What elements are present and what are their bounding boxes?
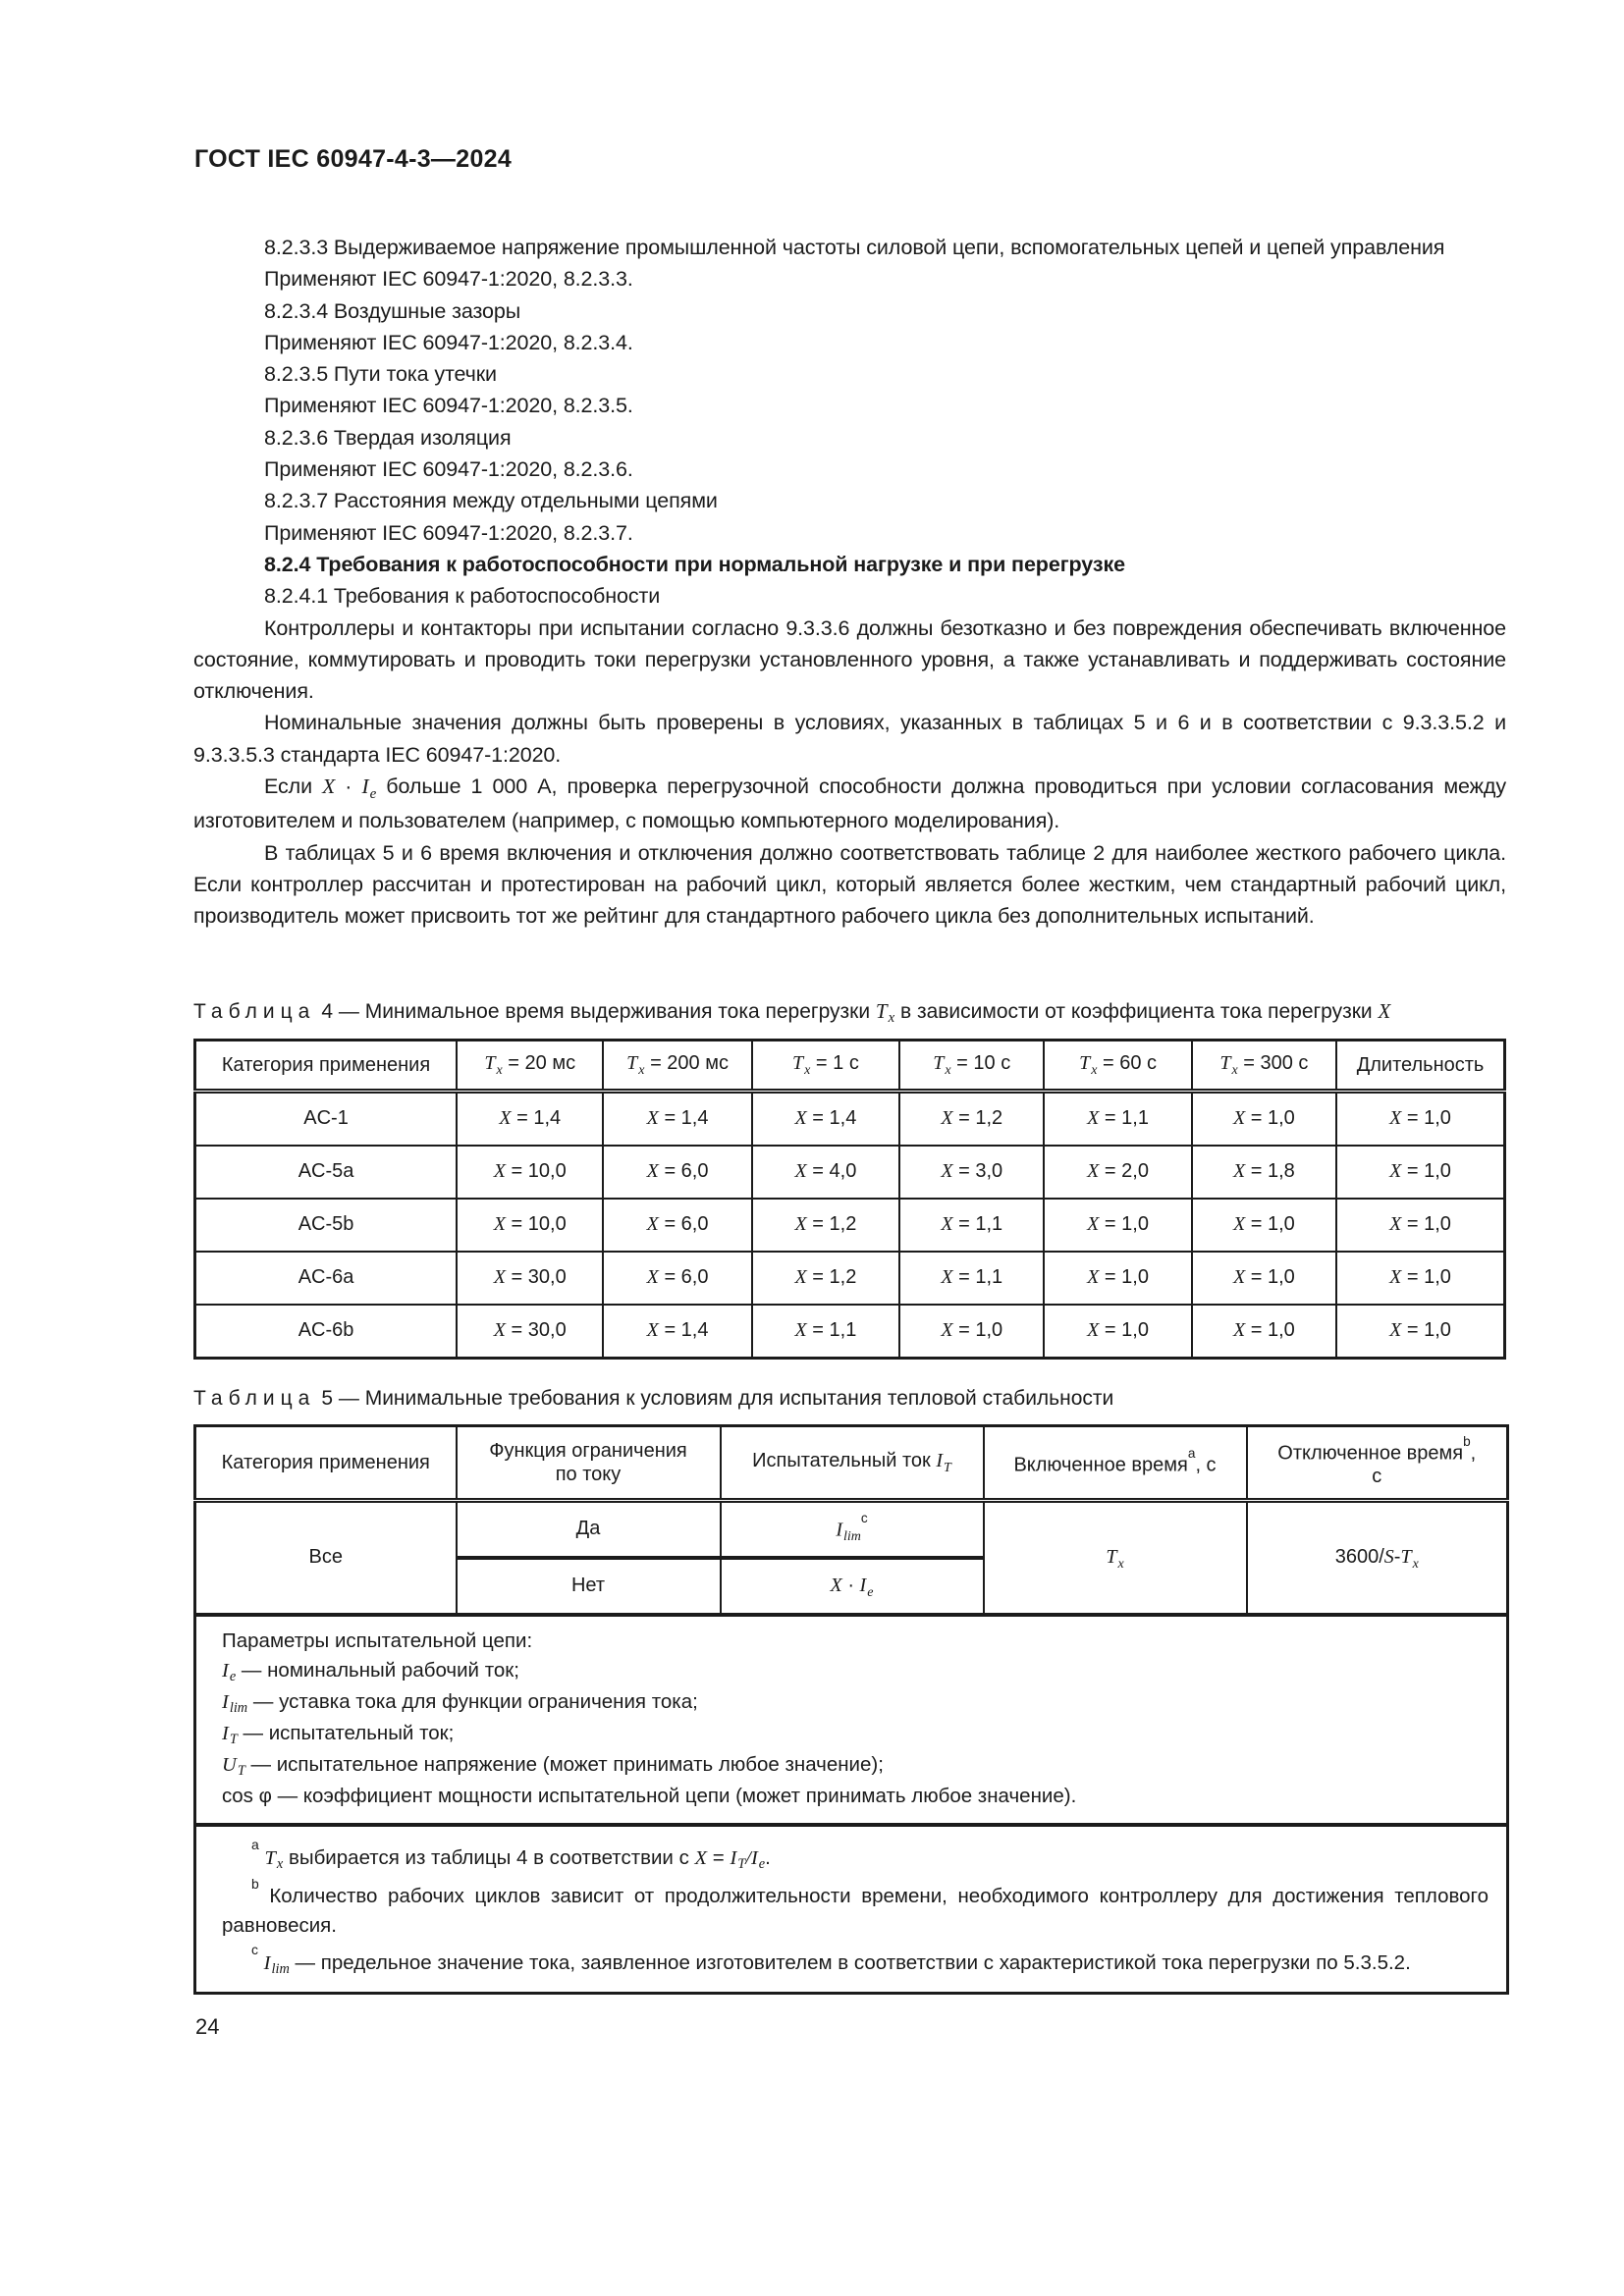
table5-header-row [195, 1425, 1508, 1500]
cell-value: = 1,2 [806, 1266, 857, 1289]
paragraph-8.2.3.4-title: 8.2.3.4 Воздушные зазоры [264, 298, 521, 323]
heading-8.2.4.1: 8.2.4.1 Требования к работоспособности [264, 584, 661, 609]
table4-col-header-tx1 [752, 1040, 899, 1091]
footnote-text: = [707, 1845, 731, 1869]
value-cell [899, 1252, 1044, 1305]
math-var-x: X [493, 1266, 506, 1289]
value-cell [899, 1199, 1044, 1252]
text-segment: Минимальные требования к условиям для испытания тепловой стабильности [364, 1386, 1114, 1410]
math-var-t: T [264, 1846, 276, 1869]
text-segment: · [841, 1575, 860, 1597]
math-var-t: T [933, 1052, 945, 1075]
table4-col-header-tx300 [1192, 1040, 1336, 1091]
cell-value: = 1,0 [1401, 1266, 1451, 1289]
header-value: = 20 мс [502, 1052, 576, 1075]
heading-8.2.4: 8.2.4 Требования к работоспособности при нормальной нагрузке и при перегрузке [264, 552, 1125, 576]
cell-value: = 1,0 [1401, 1319, 1451, 1342]
math-var-x: X [1087, 1160, 1100, 1183]
value-cell [752, 1252, 899, 1305]
param-text: — испытательный ток; [237, 1721, 455, 1744]
math-sub-t: T [944, 1460, 951, 1475]
math-var-x: X [941, 1266, 953, 1289]
value-cell [1044, 1091, 1191, 1146]
table4-row-ac5b [195, 1199, 1505, 1252]
math-sub-x: x [945, 1062, 951, 1078]
cell-value: = 1,0 [1245, 1213, 1295, 1236]
value-cell [752, 1146, 899, 1199]
math-var-x: X [694, 1846, 708, 1869]
footnote-mark-b: b [251, 1875, 259, 1892]
table-number: 5 [321, 1386, 334, 1410]
text-segment: в зависимости от коэффициента тока перегрузки [894, 999, 1379, 1023]
paragraph-8.2.3.6-title: 8.2.3.6 Твердая изоляция [264, 425, 512, 450]
footnote-text: . [765, 1845, 771, 1869]
value-cell [1336, 1091, 1504, 1146]
footnote-mark-b: b [1463, 1433, 1471, 1449]
table4-row-ac6a [195, 1252, 1505, 1305]
cell-value: = 6,0 [658, 1266, 709, 1289]
math-var-x: X [941, 1213, 953, 1236]
math-var-x: X [1087, 1266, 1100, 1289]
math-var-x: X [646, 1107, 659, 1130]
table5-title [193, 1383, 1506, 1415]
cell-value: = 4,0 [806, 1160, 857, 1183]
value-cell [457, 1146, 603, 1199]
math-sub-lim: lim [271, 1961, 290, 1978]
value-cell [1336, 1305, 1504, 1359]
math-var-t: T [1106, 1546, 1117, 1569]
header-line: , [1470, 1442, 1477, 1465]
header-line: , с [1195, 1454, 1217, 1476]
math-var-x: X [499, 1107, 512, 1130]
math-sub-x: x [1091, 1062, 1098, 1078]
math-sub-x: x [1412, 1556, 1419, 1572]
math-var-i: I [836, 1519, 842, 1541]
value-cell [603, 1199, 751, 1252]
params-title: Параметры испытательной цепи: [222, 1629, 533, 1652]
cell-value: = 1,0 [952, 1319, 1003, 1342]
test-current-ilim-cell [721, 1500, 984, 1558]
value-cell [1044, 1252, 1191, 1305]
header-value: = 60 с [1097, 1052, 1158, 1075]
math-sub-x: x [638, 1062, 645, 1078]
footnote-b [222, 1875, 1489, 1942]
paragraph-controllers: Контроллеры и контакторы при испытании согласно 9.3.3.6 должны безотказно и без повреждения обеспечивать включенное состояние, коммутировать и проводить токи перегрузки установленного уровня, а также устанавливать и поддерживать состояние отключения. [193, 615, 1506, 704]
math-var-x: X [1389, 1213, 1402, 1236]
math-var-i: I [750, 1846, 758, 1869]
value-cell [603, 1091, 751, 1146]
category-cell: AC-1 [195, 1091, 458, 1146]
cell-value: = 1,0 [1245, 1266, 1295, 1289]
math-var-x: X [1389, 1266, 1402, 1289]
math-var-t: T [1400, 1546, 1412, 1569]
limit-function-no-cell: Нет [457, 1558, 721, 1615]
math-var-x: X [794, 1107, 807, 1130]
category-cell: Все [195, 1500, 457, 1615]
cell-value: = 1,2 [806, 1213, 857, 1236]
math-sub-x: x [276, 1856, 284, 1873]
math-sub-e: e [369, 786, 377, 802]
paragraph-8.2.3.7-title: 8.2.3.7 Расстояния между отдельными цепями [264, 489, 718, 513]
header-line: Функция ограничения [489, 1439, 687, 1462]
paragraph-8.2.3.5-title: 8.2.3.5 Пути тока утечки [264, 362, 497, 387]
math-var-x: X [1232, 1266, 1246, 1289]
math-var-i: I [361, 774, 369, 799]
math-var-x: X [1087, 1213, 1100, 1236]
math-var-x: X [1232, 1160, 1246, 1183]
math-var-x: X [646, 1160, 659, 1183]
param-ut [222, 1750, 1489, 1782]
table5-col-header-off-time [1247, 1425, 1508, 1500]
cell-value: = 6,0 [658, 1160, 709, 1183]
footnote-mark-a: a [1187, 1445, 1196, 1461]
cell-value: = 10,0 [506, 1160, 567, 1183]
math-var-t: T [1079, 1052, 1091, 1075]
math-var-x: X [322, 774, 336, 799]
cell-value: = 10,0 [506, 1213, 567, 1236]
cell-value: = 1,4 [511, 1107, 562, 1130]
math-var-x: X [1389, 1160, 1402, 1183]
paragraph-apply-8.2.3.5: Применяют IEC 60947-1:2020, 8.2.3.5. [264, 394, 633, 418]
param-cosphi [222, 1782, 1489, 1811]
category-cell: AC-6b [195, 1305, 458, 1359]
table4-header-row [195, 1040, 1505, 1091]
cell-value: = 3,0 [952, 1160, 1003, 1183]
math-var-x: X [941, 1107, 953, 1130]
on-time-cell [984, 1500, 1247, 1615]
cell-value: = 1,0 [1099, 1266, 1149, 1289]
math-var-s: S [1383, 1546, 1394, 1569]
math-var-u: U [222, 1753, 237, 1776]
param-ie [222, 1656, 1489, 1687]
table4-col-header-tx200 [603, 1040, 751, 1091]
cell-value: = 1,4 [658, 1107, 709, 1130]
math-var-i: I [859, 1575, 867, 1597]
cell-value: = 1,0 [1099, 1319, 1149, 1342]
value-cell [457, 1091, 603, 1146]
math-var-x: X [794, 1266, 807, 1289]
table5-col-header-on-time [984, 1425, 1247, 1500]
value-cell [1044, 1146, 1191, 1199]
math-sub-x: x [804, 1062, 811, 1078]
value-cell [899, 1146, 1044, 1199]
value-cell [1336, 1146, 1504, 1199]
value-cell [1192, 1146, 1336, 1199]
math-cos-phi: cos φ [222, 1784, 272, 1807]
math-var-x: X [1389, 1107, 1402, 1130]
cell-value: = 1,0 [1401, 1213, 1451, 1236]
paragraph-tables-5-6: В таблицах 5 и 6 время включения и отключения должно соответствовать таблице 2 для наиболее жесткого рабочего цикла. Если контроллер рассчитан и протестирован на рабочий цикл, который является более жестким, чем стандартный рабочий цикл, производитель может присвоить тот же рейтинг для стандартного рабочего цикла без дополнительных испытаний. [193, 840, 1506, 929]
limit-function-yes-cell: Да [457, 1500, 721, 1558]
cell-value: = 1,1 [1099, 1107, 1149, 1130]
cell-value: = 1,1 [806, 1319, 857, 1342]
table4-col-header-tx60 [1044, 1040, 1191, 1091]
table4-row-ac1 [195, 1091, 1505, 1146]
test-current-xie-cell [721, 1558, 984, 1615]
cell-value: = 1,4 [658, 1319, 709, 1342]
math-sub-lim: lim [229, 1700, 248, 1717]
cell-value: = 30,0 [506, 1319, 567, 1342]
header-value: = 200 мс [644, 1052, 729, 1075]
cell-value: = 1,1 [952, 1266, 1003, 1289]
math-var-x: X [941, 1319, 953, 1342]
math-var-x: X [646, 1213, 659, 1236]
math-sub-e: e [229, 1669, 237, 1685]
table5-col-header-category: Категория применения [195, 1425, 457, 1500]
text-segment: Минимальное время выдерживания тока перегрузки [364, 999, 876, 1023]
math-var-t: T [626, 1052, 638, 1075]
footnote-text: — предельное значение тока, заявленное изготовителем в соответствии с характеристикой тока перегрузки по 5.3.5.2. [289, 1950, 1411, 1974]
table4-col-header-tx20 [457, 1040, 603, 1091]
footnote-a [222, 1837, 1489, 1875]
math-sub-t: T [229, 1732, 238, 1748]
value-cell [752, 1199, 899, 1252]
math-var-x: X [794, 1319, 807, 1342]
math-var-x: X [1232, 1319, 1246, 1342]
math-var-x: X [1232, 1107, 1246, 1130]
category-cell: AC-5b [195, 1199, 458, 1252]
math-var-t: T [1219, 1052, 1231, 1075]
cell-value: = 1,2 [952, 1107, 1003, 1130]
value-cell [899, 1305, 1044, 1359]
math-var-i: I [222, 1659, 229, 1682]
off-time-cell [1247, 1500, 1508, 1615]
value-cell [1044, 1199, 1191, 1252]
value-cell [899, 1091, 1044, 1146]
paragraph-nominal-values: Номинальные значения должны быть проверены в условиях, указанных в таблицах 5 и 6 и в соответствии с 9.3.3.5.2 и 9.3.3.5.3 стандарта IEC 60947-1:2020. [193, 711, 1506, 767]
math-var-x: X [646, 1266, 659, 1289]
header-line: по току [555, 1463, 622, 1485]
param-text: — уставка тока для функции ограничения тока; [247, 1689, 698, 1713]
math-sub-lim: lim [842, 1528, 861, 1544]
table4-row-ac6b [195, 1305, 1505, 1359]
param-it [222, 1719, 1489, 1750]
paragraph-8.2.3.3-title: 8.2.3.3 Выдерживаемое напряжение промышленной частоты силовой цепи, вспомогательных цепей и цепей управления [264, 236, 1445, 259]
text-segment: — [333, 1386, 365, 1410]
math-var-t: T [792, 1052, 804, 1075]
table4-col-header-tx10 [899, 1040, 1044, 1091]
math-var-i: I [222, 1722, 229, 1744]
footnote-mark-c: c [251, 1942, 258, 1958]
header-line: Испытательный ток [752, 1450, 937, 1472]
cell-value: = 1,0 [1245, 1319, 1295, 1342]
cell-value: = 1,0 [1245, 1107, 1295, 1130]
value-cell [457, 1199, 603, 1252]
math-var-x: X [1087, 1107, 1100, 1130]
math-var-x: X [493, 1213, 506, 1236]
math-var-x: X [1378, 998, 1391, 1023]
math-slash: / [745, 1846, 751, 1869]
text-segment: 3600/ [1334, 1546, 1384, 1569]
value-cell [1192, 1091, 1336, 1146]
math-var-x: X [1087, 1319, 1100, 1342]
table5-footnotes-row [195, 1825, 1508, 1994]
cell-value: = 2,0 [1099, 1160, 1149, 1183]
math-sub-x: x [496, 1062, 503, 1078]
math-sub-x: x [1231, 1062, 1238, 1078]
math-var-i: I [936, 1450, 944, 1472]
value-cell [603, 1146, 751, 1199]
paragraph-apply-8.2.3.7: Применяют IEC 60947-1:2020, 8.2.3.7. [264, 520, 633, 545]
math-var-t: T [875, 998, 888, 1023]
math-var-i: I [222, 1690, 229, 1713]
header-value: = 10 с [950, 1052, 1011, 1075]
header-value: = 1 с [810, 1052, 859, 1075]
table-number: 4 [321, 999, 334, 1023]
text-segment: больше 1 000 А, проверка перегрузочной способности должна проводиться при условии согласования между изготовителем и пользователем (например, с помощью компьютерного моделирования). [193, 774, 1506, 833]
table-word: Таблица [193, 1386, 316, 1410]
value-cell [603, 1305, 751, 1359]
table5-col-header-limit-function [457, 1425, 721, 1500]
cell-value: = 1,0 [1401, 1107, 1451, 1130]
math-var-x: X [941, 1160, 953, 1183]
table5-thermal-stability [193, 1424, 1509, 1995]
category-cell: AC-5a [195, 1146, 458, 1199]
text-segment: Если [264, 774, 323, 799]
math-var-x: X [794, 1160, 807, 1183]
paragraph-apply-8.2.3.4: Применяют IEC 60947-1:2020, 8.2.3.4. [264, 330, 633, 354]
table4-col-header-duration: Длительность [1336, 1040, 1504, 1091]
table5-params-row [195, 1615, 1508, 1825]
footnote-mark-a: a [251, 1837, 259, 1853]
math-var-x: X [493, 1319, 506, 1342]
cell-value: = 30,0 [506, 1266, 567, 1289]
cell-value: = 6,0 [658, 1213, 709, 1236]
table5-col-header-test-current [721, 1425, 984, 1500]
table5-row-yes [195, 1500, 1508, 1558]
param-text: — номинальный рабочий ток; [236, 1658, 519, 1682]
param-text: — испытательное напряжение (может принимать любое значение); [244, 1752, 884, 1776]
math-var-x: X [830, 1575, 842, 1597]
paragraph-apply-8.2.3.6: Применяют IEC 60947-1:2020, 8.2.3.6. [264, 457, 633, 482]
header-line: Включенное время [1013, 1454, 1188, 1476]
value-cell [1192, 1305, 1336, 1359]
math-var-x: X [794, 1213, 807, 1236]
table4-col-header-category: Категория применения [195, 1040, 458, 1091]
cell-value: = 1,8 [1245, 1160, 1295, 1183]
test-circuit-parameters-block [195, 1615, 1508, 1825]
math-sub-t: T [237, 1763, 245, 1780]
param-ilim [222, 1687, 1489, 1719]
math-var-x: X [493, 1160, 506, 1183]
text-segment: — [333, 999, 365, 1023]
math-sub-e: e [758, 1856, 766, 1873]
paragraph-apply-8.2.3.3: Применяют IEC 60947-1:2020, 8.2.3.3. [264, 267, 633, 292]
math-var-i: I [263, 1951, 271, 1974]
paragraph-if-xie [193, 771, 1506, 837]
table-word: Таблица [193, 999, 316, 1023]
page-content [193, 232, 1506, 2040]
math-sub-e: e [867, 1584, 874, 1600]
math-var-i: I [730, 1846, 737, 1869]
value-cell [1044, 1305, 1191, 1359]
page-number: 24 [195, 2014, 220, 2040]
value-cell [1336, 1252, 1504, 1305]
footnote-c [222, 1942, 1489, 1980]
math-sub-x: x [1117, 1556, 1124, 1572]
header-line: Отключенное время [1277, 1442, 1464, 1465]
category-cell: AC-6a [195, 1252, 458, 1305]
value-cell [752, 1305, 899, 1359]
table4-row-ac5a [195, 1146, 1505, 1199]
value-cell [603, 1252, 751, 1305]
math-sub-t: T [737, 1856, 746, 1873]
cell-value: = 1,1 [952, 1213, 1003, 1236]
value-cell [457, 1305, 603, 1359]
header-line: с [1372, 1466, 1382, 1488]
table4-title [193, 995, 1506, 1030]
value-cell [457, 1252, 603, 1305]
footnote-mark-c: c [860, 1510, 868, 1525]
text-segment: · [335, 774, 362, 799]
value-cell [1192, 1199, 1336, 1252]
cell-value: = 1,0 [1099, 1213, 1149, 1236]
cell-value: = 1,4 [806, 1107, 857, 1130]
value-cell [752, 1091, 899, 1146]
math-var-t: T [484, 1052, 496, 1075]
math-var-x: X [646, 1319, 659, 1342]
table4-overload-withstand [193, 1039, 1506, 1360]
value-cell [1336, 1199, 1504, 1252]
table5-footnotes-block [195, 1825, 1508, 1994]
math-sub-x: x [888, 1010, 895, 1027]
value-cell [1192, 1252, 1336, 1305]
math-var-x: X [1232, 1213, 1246, 1236]
param-text: — коэффициент мощности испытательной цепи (может принимать любое значение). [271, 1784, 1077, 1807]
math-var-x: X [1389, 1319, 1402, 1342]
footnote-text: выбирается из таблицы 4 в соответствии с [283, 1845, 695, 1869]
footnote-text: Количество рабочих циклов зависит от продолжительности времени, необходимого контроллеру для достижения теплового равновесия. [222, 1884, 1489, 1938]
cell-value: = 1,0 [1401, 1160, 1451, 1183]
text-segment: - [1393, 1546, 1401, 1569]
running-header: ГОСТ IEC 60947-4-3—2024 [194, 145, 513, 173]
header-value: = 300 с [1237, 1052, 1309, 1075]
